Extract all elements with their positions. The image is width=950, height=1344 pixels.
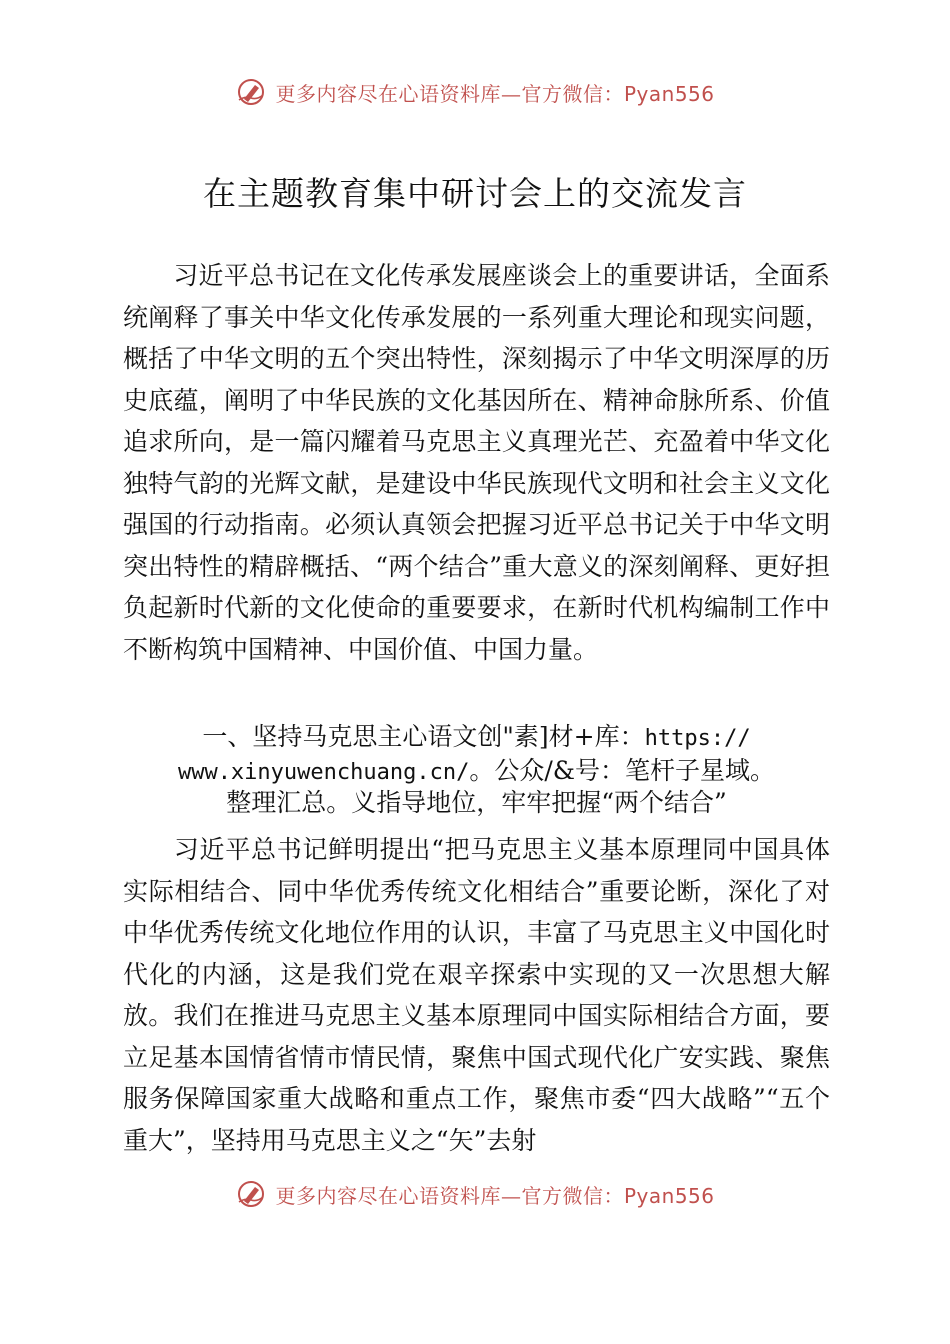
banner-text bbox=[275, 78, 714, 107]
footer-banner bbox=[0, 1174, 950, 1214]
section-heading-line-2 bbox=[123, 756, 830, 788]
banner-content bbox=[235, 76, 714, 108]
header-banner bbox=[0, 72, 950, 112]
heading-line-1-text: 一、坚持马克思主心语文创"素]材+库： bbox=[202, 722, 645, 751]
banner-separator: — bbox=[500, 81, 522, 106]
banner-wechat-id: Pyan556 bbox=[623, 1183, 715, 1208]
heading-line-2-text: 。公众/&号：笔杆子星域。 bbox=[469, 756, 776, 785]
banner-wechat-id: Pyan556 bbox=[623, 81, 715, 106]
banner-wechat-label: 官方微信： bbox=[521, 81, 624, 106]
section-heading-line-1 bbox=[123, 722, 830, 754]
banner-wechat-label: 官方微信： bbox=[521, 1183, 624, 1208]
banner-brand: 更多内容尽在心语资料库 bbox=[275, 81, 501, 106]
banner-text bbox=[275, 1180, 714, 1209]
section-heading-line-3: 整理汇总。义指导地位，牢牢把握“两个结合” bbox=[226, 788, 727, 817]
paragraph-2-text: 习近平总书记鲜明提出“把马克思主义基本原理同中国具体实际相结合、同中华优秀传统文化相结合”重要论断，深化了对中华优秀传统文化地位作用的认识，丰富了马克思主义中国化时代化的内涵，这是我们党在艰辛探索中实现的又一次思想大解放。我们在推进马克思主义基本原理同中国实际相结合方面，要立足基本国情省情市情民情，聚焦中国式现代化广安实践、聚焦服务保障国家重大战略和重点工作，聚焦市委“四大战略”“五个重大”，坚持用马克思主义之“矢”去射 bbox=[123, 835, 830, 1155]
banner-separator: — bbox=[500, 1183, 522, 1208]
pen-nib-logo-icon bbox=[235, 76, 267, 108]
banner-brand: 更多内容尽在心语资料库 bbox=[275, 1183, 501, 1208]
banner-content bbox=[235, 1178, 714, 1210]
body-paragraph-2 bbox=[123, 829, 830, 1161]
document-title: 在主题教育集中研讨会上的交流发言 bbox=[203, 174, 747, 213]
pen-nib-logo-icon bbox=[235, 1178, 267, 1210]
heading-line-1-url: https:// bbox=[644, 726, 751, 751]
heading-line-2-url: www.xinyuwenchuang.cn/ bbox=[177, 760, 470, 785]
paragraph-1-text: 习近平总书记在文化传承发展座谈会上的重要讲话，全面系统阐释了事关中华文化传承发展的一系列重大理论和现实问题，概括了中华文明的五个突出特性，深刻揭示了中华文明深厚的历史底蕴，阐明了中华民族的文化基因所在、精神命脉所系、价值追求所向，是一篇闪耀着马克思主义真理光芒、充盈着中华文化独特气韵的光辉文献，是建设中华民族现代文明和社会主义文化强国的行动指南。必须认真领会把握习近平总书记关于中华文明突出特性的精辟概括、“两个结合”重大意义的深刻阐释、更好担负起新时代新的文化使命的重要要求，在新时代机构编制工作中不断构筑中国精神、中国价值、中国力量。 bbox=[123, 261, 830, 664]
body-paragraph-1 bbox=[123, 255, 830, 670]
